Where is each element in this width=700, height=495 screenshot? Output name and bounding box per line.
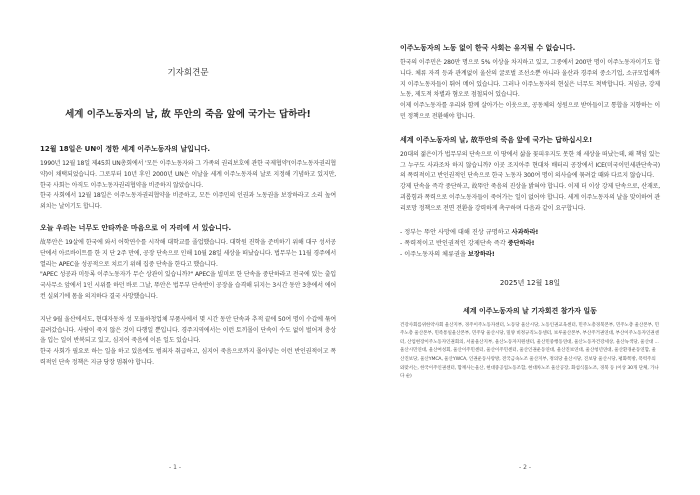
signatories-list: 건강사회를위한약사회 울산지부, 경주이주노동자센터, 노동당 울산시당, 노동인권교육센터, 민주노총경북본부, 민주노총 울산본부, 민주노총 울산본부, 민족통일울산본부, 민주당 울산시당, 밀양 비정규직노동센터, 보루울산본부, 부산주거권연대, 부산이주노동자인권센터, 산업현장이주노동자인권회의, 서울울산지부, 울산노동자지원센터, 울산민중행동연대, 울산노동자건강세상, 울산녹색당, 울산대 ... 울산시민연대, 울산여성회, 울산이주민센터, 울산이주민센터, 울산인권운동연대, 울산진보연대, 울산청년연대, 울산환경운동연합, 울산진보당, 울산YMCA, 울산YWCA, 인권운동사랑방, 전국금속노조 울산지부, 정의당 울산시당, 진보당 울산시당, 평화쪽방, 폭력주의와맞서는, 한국이주인권센터, 함께사는울산, 현대중공업노동조합, 현대차노조 울산공장, 화섬식품노조, 경북 등 (이상 30개 단체, 가나다 순) <box>400 322 659 380</box>
signatories-title: 세계 이주노동자의 날 기자회견 참가자 일동 <box>463 306 597 315</box>
page-number: - 1 - <box>169 464 181 471</box>
demand-item: - 이주노동자의 체류권을 보장하라! <box>400 250 495 258</box>
paragraph: 故뚜안은 19살에 한국에 와서 어학연수를 시작해 대학교를 졸업했습니다. 대학원 진학을 준비하기 위해 대구 성서공단에서 아르바이트를 한 지 단 2주 만에, 공장 단속으로 인해 10월 28일 세상을 떠났습니다. 법무부는 11월 경주에서 열리는 APEC을 성공적으로 치르기 위해 집중 단속을 한다고 했습니다. <box>40 238 336 268</box>
page-title: 세계 이주노동자의 날, 故 뚜안의 죽음 앞에 국가는 답하라! <box>65 109 311 120</box>
demands-list <box>400 227 660 260</box>
paragraph: 한국 사회가 필요로 하는 일을 하고 있음에도 범죄자 취급하고, 심지어 죽음으로까지 몰아넣는 이런 반인권적이고 폭력적인 단속 정책은 지금 당장 멈춰야 합니다. <box>40 348 336 366</box>
paragraph: 1990년 12월 18일 제45회 UN총회에서 '모든 이주노동자와 그 가족의 권리보호에 관한 국제협약'(이주노동자권리협약)이 채택되었습니다. 그로부터 10년 후인 2000년 UN은 이날을 세계 이주노동자의 날로 지정해 기념하고 있지만, 한국 사회는 아직도 이주노동자권리협약을 비준하지 않았습니다. <box>40 160 336 189</box>
demand-item: - 폭력적이고 반인권적인 강제단속 즉각 중단하라! <box>400 239 535 247</box>
paragraph: 한국의 이주민은 280만 명으로 5% 이상을 차지하고 있고, 그중에서 200만 명이 이주노동자이기도 합니다. 체류 자격 등과 관계없이 울산의 굴로벌 조선소뿐 아니라 울산과 경주의 중소기업, 소규모업체까지 이주노동자들이 뛰어 메어 있습니다. 그러나 이주노동자의 현실은 너무도 척박합니다. 저임금, 강제노동, 제도적 차별과 혐오로 점철되어 있습니다. <box>400 59 660 99</box>
paragraph: 한국 사회에서 12월 18일은 이주노동자권리협약을 비준하고, 모든 이주민의 인권과 노동권을 보장하라고 소리 높여 외치는 날이기도 합니다. <box>40 192 336 211</box>
page-number: - 2 - <box>519 464 531 471</box>
page-2 <box>350 0 700 495</box>
section-heading: 오늘 우리는 너무도 안타까운 마음으로 이 자리에 서 있습니다. <box>40 223 232 232</box>
paragraph: "APEC 성공과 미등록 이주노동자가 무슨 상관이 있습니까?" APEC을 빌미로 한 단속을 중단하라고 전국에 있는 출입국사무소 앞에서 1인 시위를 하던 바로 그날, 뚜안은 법무부 단속반이 공장을 습격해 뒤지는 3시간 동안 3층에서 에어컨 실외기에 몸을 의지하다 결국 사망했습니다. <box>40 271 336 300</box>
paragraph: 20대의 젊은이가 법무부의 단속으로 이 땅에서 삶을 꽃피우지도 못한 채 세상을 떠났는데, 왜 책임 있는 그 누구도 사과조차 하지 않습니까? 이곳 조지아주 현대차 배터리 공장에서 ICE(미국이민세관단속국)의 폭력적이고 반인권적인 단속으로 한국 노동자 300여 명이 의사슬에 묶려갈 때와 다르지 않습니다. <box>400 150 660 180</box>
doc-label: 기자회견문 <box>167 68 209 78</box>
paragraph: 이제 이주노동자를 우리와 함께 살아가는 이웃으로, 공동체의 성원으로 받아들이고 통합을 지향하는 이민 정책으로 전환해야 합니다. <box>400 102 660 120</box>
section-heading: 12월 18일은 UN이 정한 세계 이주노동자의 날입니다. <box>40 145 211 153</box>
demand-item: - 정부는 뚜안 사망에 대해 진상 규명하고 사과하라! <box>400 228 539 236</box>
statement-date: 2025년 12월 18일 <box>499 278 561 287</box>
section-heading: 이주노동자의 노동 없이 한국 사회는 유지될 수 없습니다. <box>400 44 576 52</box>
paragraph: 강제 단속을 즉각 중단하고, 故뚜안 죽음의 진상을 밝혀야 합니다. 이제 더 이상 강제 단속으로, 산재로, 괴롭힘과 폭력으로 이주노동자들이 죽어가는 일이 없어야 합니다. 세계 이주노동자의 날을 맞이하여 관리로망 정책으로 전면 전환을 강력하게 촉구하며 다음과 같이 요구합니다. <box>400 183 660 212</box>
paragraph: 지난 9월 울산에서도, 현대자동차 성 모듈하청업체 부품사에서 몇 시간 동안 단속과 추적 끝에 50여 명이 수갑에 묶여 끌려갔습니다. 사람이 죽지 않은 것이 다행일 뿐입니다. 경주지역에서는 이런 토끼몰이 단속이 수도 없이 벌어져 충상을 입는 일이 반복되고 있고, 심지어 죽음에 이른 일도 있습니다. <box>40 315 336 345</box>
section-heading: 세계 이주노동자의 날, 故뚜안의 죽음 앞에 국가는 답하십시오! <box>400 135 593 144</box>
